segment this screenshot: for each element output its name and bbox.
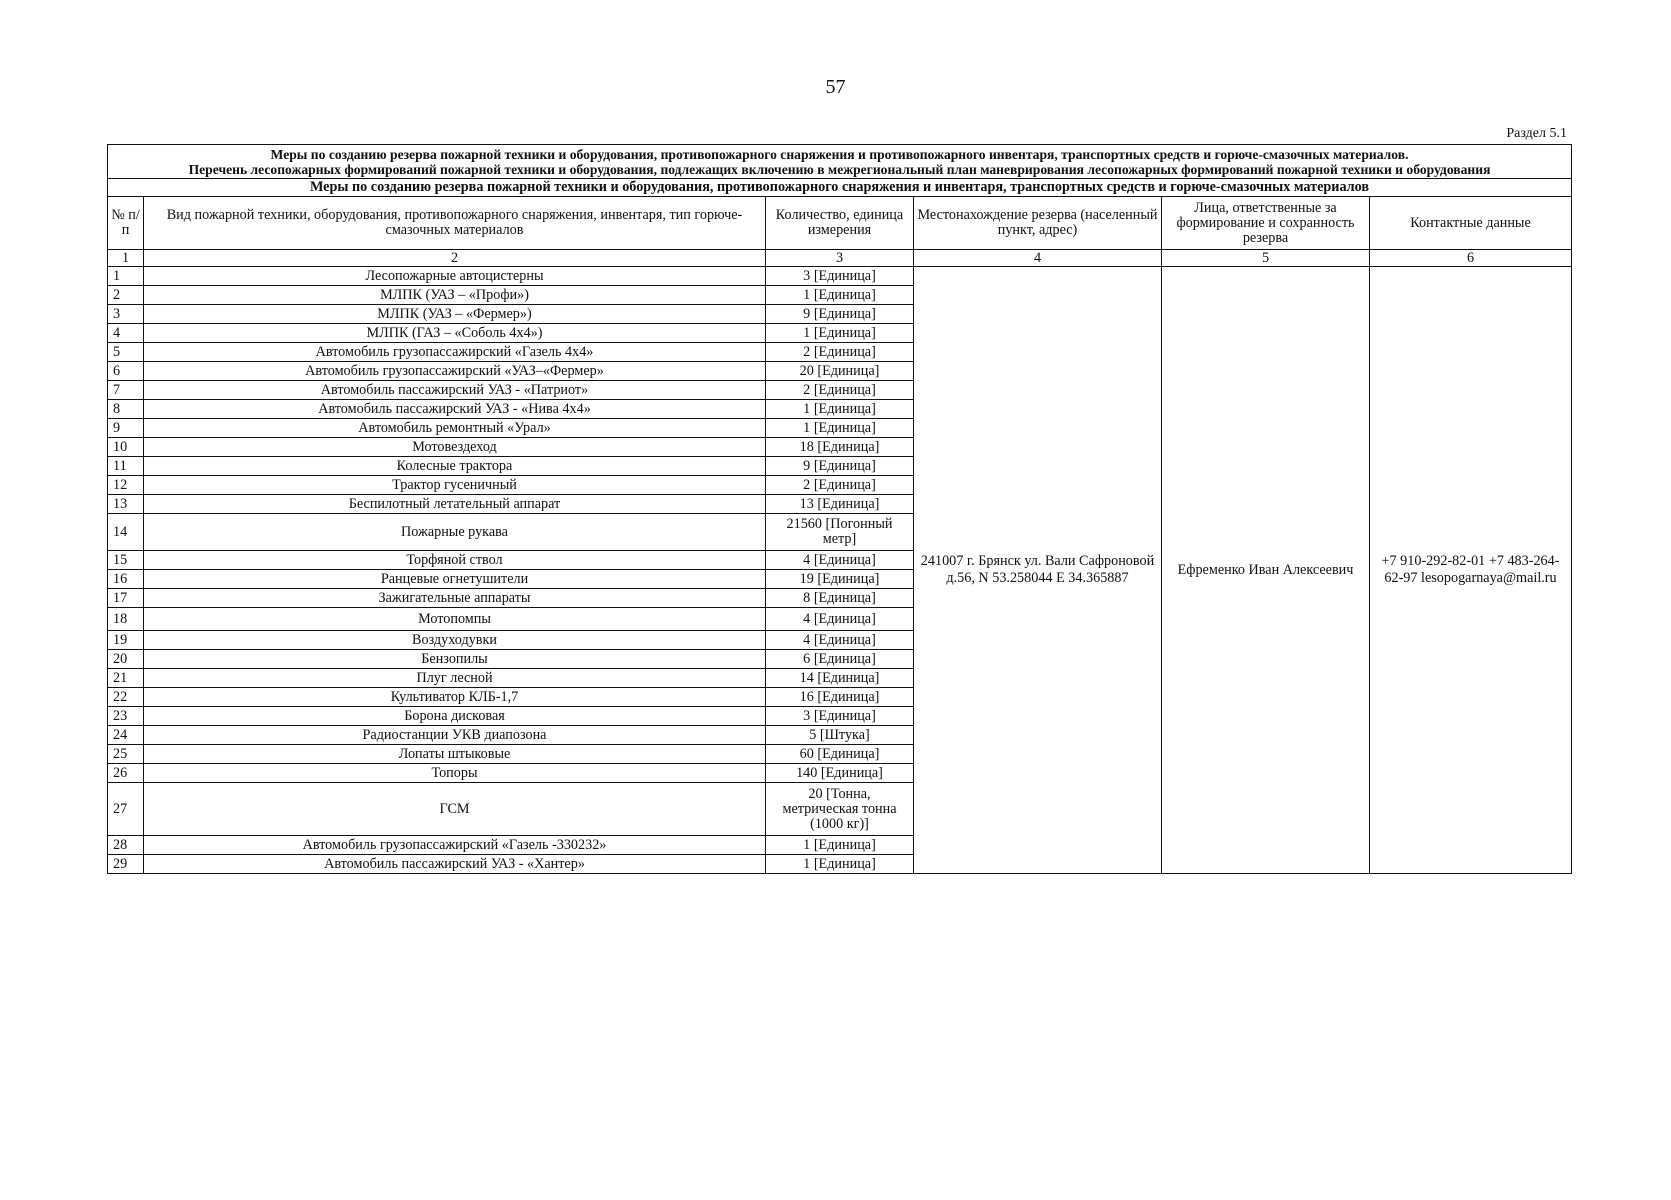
row-item-name: Плуг лесной — [144, 669, 766, 688]
column-numbers-row — [108, 250, 1572, 267]
row-quantity: 9 [Единица] — [766, 457, 914, 476]
row-number: 1 — [108, 267, 144, 286]
title-row — [108, 145, 1572, 179]
row-number: 7 — [108, 381, 144, 400]
row-quantity: 13 [Единица] — [766, 495, 914, 514]
row-quantity: 4 [Единица] — [766, 608, 914, 631]
row-quantity: 1 [Единица] — [766, 419, 914, 438]
row-quantity: 21560 [Погонный метр] — [766, 514, 914, 551]
row-number: 22 — [108, 688, 144, 707]
table-body — [108, 145, 1572, 874]
header-location: Местонахождение резерва (населенный пункт, адрес) — [914, 197, 1162, 250]
header-type: Вид пожарной техники, оборудования, противопожарного снаряжения, инвентаря, тип горюче-смазочных материалов — [144, 197, 766, 250]
row-number: 27 — [108, 783, 144, 836]
row-quantity: 60 [Единица] — [766, 745, 914, 764]
row-item-name: Пожарные рукава — [144, 514, 766, 551]
row-number: 26 — [108, 764, 144, 783]
row-quantity: 2 [Единица] — [766, 381, 914, 400]
row-number: 6 — [108, 362, 144, 381]
row-item-name: Культиватор КЛБ-1,7 — [144, 688, 766, 707]
row-number: 16 — [108, 570, 144, 589]
row-number: 25 — [108, 745, 144, 764]
row-number: 9 — [108, 419, 144, 438]
row-quantity: 16 [Единица] — [766, 688, 914, 707]
row-quantity: 1 [Единица] — [766, 836, 914, 855]
row-item-name: Лесопожарные автоцистерны — [144, 267, 766, 286]
row-number: 21 — [108, 669, 144, 688]
header-contacts: Контактные данные — [1370, 197, 1572, 250]
row-quantity: 20 [Единица] — [766, 362, 914, 381]
row-number: 13 — [108, 495, 144, 514]
row-quantity: 19 [Единица] — [766, 570, 914, 589]
row-number: 17 — [108, 589, 144, 608]
row-number: 12 — [108, 476, 144, 495]
row-number: 4 — [108, 324, 144, 343]
column-number: 4 — [914, 250, 1162, 267]
row-quantity: 6 [Единица] — [766, 650, 914, 669]
column-number: 2 — [144, 250, 766, 267]
header-row — [108, 197, 1572, 250]
row-number: 10 — [108, 438, 144, 457]
row-item-name: Автомобиль грузопассажирский «Газель -330232» — [144, 836, 766, 855]
row-item-name: Лопаты штыковые — [144, 745, 766, 764]
table-title — [108, 145, 1572, 179]
row-item-name: Зажигательные аппараты — [144, 589, 766, 608]
row-item-name: Ранцевые огнетушители — [144, 570, 766, 589]
row-quantity: 1 [Единица] — [766, 400, 914, 419]
section-label: Раздел 5.1 — [1506, 126, 1567, 141]
row-item-name: Торфяной ствол — [144, 551, 766, 570]
row-number: 18 — [108, 608, 144, 631]
row-item-name: Радиостанции УКВ диапозона — [144, 726, 766, 745]
column-number: 6 — [1370, 250, 1572, 267]
row-item-name: МЛПК (УАЗ – «Фермер») — [144, 305, 766, 324]
reserve-location: 241007 г. Брянск ул. Вали Сафроновой д.56, N 53.258044 E 34.365887 — [914, 267, 1162, 874]
row-number: 3 — [108, 305, 144, 324]
row-item-name: Топоры — [144, 764, 766, 783]
row-quantity: 1 [Единица] — [766, 286, 914, 305]
row-number: 5 — [108, 343, 144, 362]
row-number: 20 — [108, 650, 144, 669]
row-quantity: 3 [Единица] — [766, 707, 914, 726]
row-number: 23 — [108, 707, 144, 726]
row-quantity: 20 [Тонна, метрическая тонна (1000 кг)] — [766, 783, 914, 836]
column-number: 3 — [766, 250, 914, 267]
row-item-name: Мотовездеход — [144, 438, 766, 457]
row-number: 28 — [108, 836, 144, 855]
row-number: 14 — [108, 514, 144, 551]
row-quantity: 4 [Единица] — [766, 551, 914, 570]
row-quantity: 18 [Единица] — [766, 438, 914, 457]
row-quantity: 4 [Единица] — [766, 631, 914, 650]
row-quantity: 2 [Единица] — [766, 476, 914, 495]
column-number: 1 — [108, 250, 144, 267]
subtitle-row — [108, 179, 1572, 197]
row-item-name: МЛПК (УАЗ – «Профи») — [144, 286, 766, 305]
row-item-name: Трактор гусеничный — [144, 476, 766, 495]
table-row — [108, 267, 1572, 286]
table-subtitle: Меры по созданию резерва пожарной техники и оборудования, противопожарного снаряжения и инвентаря, транспортных средств и горюче-смазочных материалов — [108, 179, 1572, 197]
row-quantity: 14 [Единица] — [766, 669, 914, 688]
row-quantity: 140 [Единица] — [766, 764, 914, 783]
row-quantity: 5 [Штука] — [766, 726, 914, 745]
row-number: 8 — [108, 400, 144, 419]
row-item-name: Беспилотный летательный аппарат — [144, 495, 766, 514]
row-item-name: ГСМ — [144, 783, 766, 836]
row-quantity: 3 [Единица] — [766, 267, 914, 286]
row-item-name: Автомобиль ремонтный «Урал» — [144, 419, 766, 438]
row-quantity: 8 [Единица] — [766, 589, 914, 608]
responsible-person: Ефременко Иван Алексеевич — [1162, 267, 1370, 874]
row-item-name: Бензопилы — [144, 650, 766, 669]
header-num: № п/п — [108, 197, 144, 250]
page-number: 57 — [825, 76, 846, 98]
row-item-name: Автомобиль грузопассажирский «УАЗ–«Фермер» — [144, 362, 766, 381]
row-quantity: 9 [Единица] — [766, 305, 914, 324]
row-number: 19 — [108, 631, 144, 650]
row-number: 29 — [108, 855, 144, 874]
row-number: 2 — [108, 286, 144, 305]
row-quantity: 1 [Единица] — [766, 324, 914, 343]
header-responsible: Лица, ответственные за формирование и сохранность резерва — [1162, 197, 1370, 250]
row-item-name: Автомобиль пассажирский УАЗ - «Хантер» — [144, 855, 766, 874]
row-number: 11 — [108, 457, 144, 476]
row-item-name: Автомобиль пассажирский УАЗ - «Нива 4х4» — [144, 400, 766, 419]
reserve-table — [107, 144, 1572, 874]
row-item-name: Мотопомпы — [144, 608, 766, 631]
row-item-name: Воздуходувки — [144, 631, 766, 650]
row-item-name: Автомобиль пассажирский УАЗ - «Патриот» — [144, 381, 766, 400]
row-number: 15 — [108, 551, 144, 570]
row-item-name: Автомобиль грузопассажирский «Газель 4х4» — [144, 343, 766, 362]
contact-details: +7 910-292-82-01 +7 483-264-62-97 lesopogarnaya@mail.ru — [1370, 267, 1572, 874]
table-title-line-2: Перечень лесопожарных формирований пожарной техники и оборудования, подлежащих включению в межрегиональный план маневрирования лесопожарных формирований пожарной техники и оборудования — [188, 162, 1491, 177]
column-number: 5 — [1162, 250, 1370, 267]
row-item-name: Колесные трактора — [144, 457, 766, 476]
row-quantity: 2 [Единица] — [766, 343, 914, 362]
row-item-name: Борона дисковая — [144, 707, 766, 726]
table-title-line-1: Меры по созданию резерва пожарной техники и оборудования, противопожарного снаряжения и противопожарного инвентаря, транспортных средств и горюче-смазочных материалов. — [270, 147, 1409, 162]
header-quantity: Количество, единица измерения — [766, 197, 914, 250]
row-item-name: МЛПК (ГАЗ – «Соболь 4х4») — [144, 324, 766, 343]
row-number: 24 — [108, 726, 144, 745]
row-quantity: 1 [Единица] — [766, 855, 914, 874]
